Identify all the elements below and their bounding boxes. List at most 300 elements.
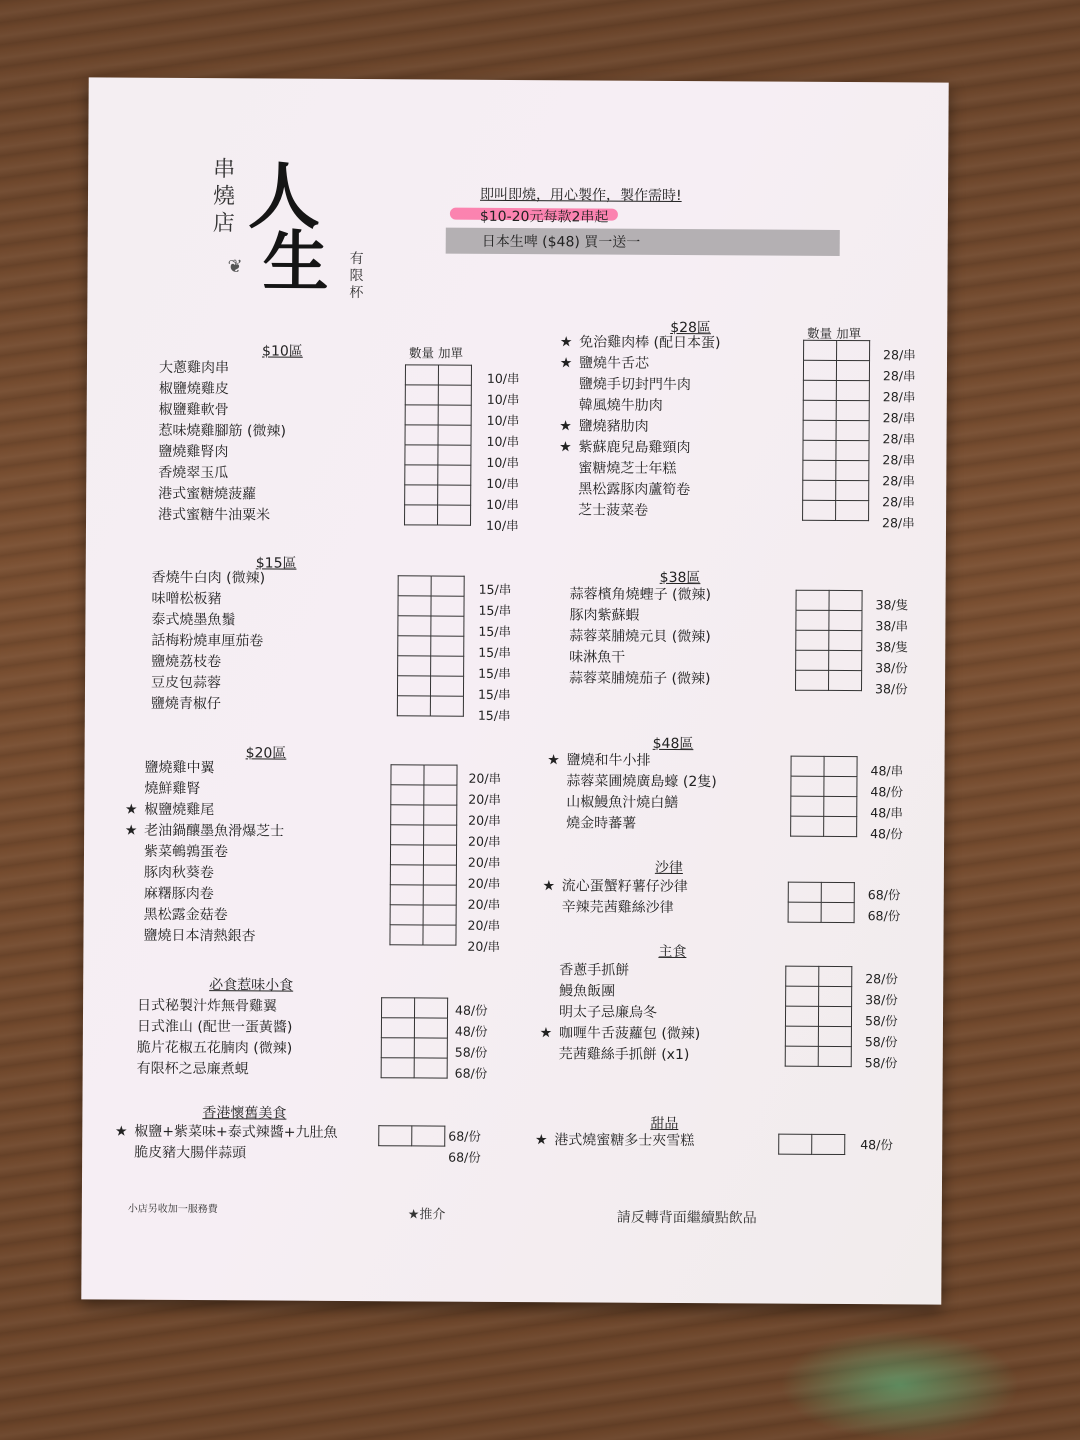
price: 48/份	[860, 1137, 893, 1153]
price: 20/串	[467, 917, 501, 933]
menu-item-name: 椒鹽燒雞尾	[144, 801, 215, 819]
menu-item	[562, 897, 688, 919]
menu-item-name: 韓風燒牛肋肉	[578, 397, 663, 414]
menu-item-name: 芫茜雞絲手抓餅 (x1)	[558, 1046, 690, 1064]
add-order-cell[interactable]	[819, 986, 852, 1006]
quantity-cell[interactable]	[390, 925, 423, 945]
price: 38/隻	[875, 597, 909, 613]
price: 48/份	[454, 1023, 488, 1039]
quantity-cell[interactable]	[381, 1018, 414, 1038]
add-order-cell[interactable]	[431, 576, 464, 596]
section-title-38: $38區	[659, 569, 701, 587]
menu-item-name: 有限杯之忌廉煮蜆	[136, 1060, 249, 1078]
menu-item	[569, 626, 711, 648]
section-title-snacks: 必食惹味小食	[209, 977, 294, 994]
menu-item	[144, 779, 284, 801]
logo-big-bottom: 生	[262, 222, 329, 301]
price: 68/份	[867, 887, 901, 903]
section-items-hk	[114, 1122, 338, 1165]
add-order-cell[interactable]	[824, 796, 857, 816]
add-order-cell[interactable]	[438, 465, 471, 485]
add-order-cell[interactable]	[414, 1018, 447, 1038]
add-order-cell[interactable]	[423, 925, 456, 945]
section-prices-10	[486, 368, 520, 536]
price: 20/串	[468, 770, 502, 786]
order-grid-15[interactable]	[397, 575, 465, 716]
menu-item-name: 鹽燒青椒仔	[150, 695, 221, 713]
add-order-cell[interactable]	[438, 365, 471, 385]
quantity-cell[interactable]	[379, 1126, 412, 1146]
quantity-cell[interactable]	[398, 656, 431, 676]
price: 15/串	[478, 581, 512, 597]
section-title-10: $10區	[262, 343, 303, 360]
quantity-cell[interactable]	[390, 865, 423, 885]
section-title-48: $48區	[652, 735, 694, 753]
add-order-cell[interactable]	[438, 425, 471, 445]
add-order-cell[interactable]	[438, 445, 471, 465]
section-items-snacks	[137, 996, 293, 1081]
quantity-cell[interactable]	[785, 1026, 818, 1046]
order-grid-main[interactable]	[785, 966, 853, 1067]
menu-item-name: 椒鹽燒雞皮	[158, 380, 229, 398]
section-prices-salad	[868, 884, 901, 926]
order-grid-hk[interactable]	[378, 1125, 445, 1146]
quantity-cell[interactable]	[796, 650, 829, 670]
menu-item-name: 黑松露金菇卷	[143, 906, 228, 924]
add-order-cell[interactable]	[824, 776, 857, 796]
section-items-15	[151, 568, 265, 716]
price: 10/串	[485, 517, 519, 534]
quantity-cell[interactable]	[785, 1046, 818, 1066]
menu-item-name: 黑松露豚肉蘆筍卷	[578, 481, 691, 499]
quantity-cell[interactable]	[803, 480, 836, 500]
price: 38/隻	[875, 639, 908, 655]
menu-item	[151, 589, 265, 611]
menu-item	[578, 500, 720, 522]
quantity-cell[interactable]	[405, 385, 438, 405]
add-order-cell[interactable]	[824, 756, 857, 776]
quantity-cell[interactable]	[803, 360, 836, 380]
price: 58/份	[864, 1034, 898, 1050]
notice-line-1: 即叫即燒，用心製作，製作需時!	[479, 186, 682, 205]
menu-item-name: 鹽燒日本清熱銀杏	[143, 927, 256, 945]
menu-item	[559, 1002, 701, 1024]
price: 20/串	[468, 791, 502, 807]
menu-item	[159, 421, 287, 443]
section-title-20: $20區	[245, 745, 287, 762]
add-order-cell[interactable]	[824, 816, 857, 836]
service-charge-note: 小店另收加一服務費	[127, 1203, 218, 1216]
menu-item-name: 蒜蓉菜圃燒廣島蠔 (2隻)	[566, 773, 717, 791]
menu-item	[559, 416, 721, 438]
menu-item-name: 椒鹽+紫菜味+泰式辣醬+九肚魚	[134, 1123, 338, 1141]
quantity-cell[interactable]	[796, 590, 829, 610]
logo-side-text: 串燒店	[212, 157, 236, 237]
menu-item	[151, 631, 265, 653]
menu-item	[159, 358, 287, 380]
menu-item	[569, 668, 711, 690]
section-title-hk: 香港懷舊美食	[202, 1105, 287, 1122]
quantity-cell[interactable]	[391, 765, 424, 785]
table-light-reflection	[780, 1330, 1020, 1440]
quantity-cell[interactable]	[405, 425, 438, 445]
menu-item-name: 麻糬豚肉卷	[143, 885, 214, 903]
add-order-cell[interactable]	[821, 902, 854, 922]
menu-item	[137, 1038, 293, 1060]
menu-item	[151, 694, 265, 716]
price: 10/串	[486, 454, 520, 471]
section-title-15: $15區	[255, 555, 297, 572]
order-grid-28[interactable]	[802, 340, 870, 521]
star-icon: ★	[559, 418, 572, 435]
menu-item-name: 鹽燒牛舌芯	[578, 355, 650, 372]
price: 28/串	[882, 494, 915, 510]
menu-item-name: 蜜糖燒芝士年糕	[578, 460, 677, 477]
quantity-cell[interactable]	[381, 1058, 414, 1078]
price: 38/份	[874, 681, 908, 697]
order-grid-10[interactable]	[404, 364, 472, 525]
price: 28/串	[882, 389, 916, 405]
price: 20/串	[467, 854, 501, 870]
section-items-10	[158, 358, 286, 527]
add-order-cell[interactable]	[423, 865, 456, 885]
quantity-cell[interactable]	[390, 885, 423, 905]
menu-item	[144, 905, 284, 927]
menu-item	[578, 458, 720, 480]
quantity-cell[interactable]	[791, 756, 824, 776]
menu-item	[559, 437, 720, 459]
add-order-cell[interactable]	[818, 1046, 851, 1066]
menu-item	[158, 463, 286, 485]
star-icon: ★	[114, 1123, 128, 1140]
add-order-cell[interactable]	[829, 670, 862, 690]
price: 20/串	[468, 833, 501, 849]
star-icon: ★	[124, 822, 138, 839]
price: 15/串	[478, 602, 512, 618]
add-order-cell[interactable]	[438, 485, 471, 505]
section-prices-dessert	[860, 1134, 893, 1155]
quantity-cell[interactable]	[786, 986, 819, 1006]
quantity-cell[interactable]	[791, 796, 824, 816]
quantity-cell[interactable]	[796, 610, 829, 630]
quantity-cell[interactable]	[791, 776, 824, 796]
add-order-cell[interactable]	[836, 460, 869, 480]
add-order-cell[interactable]	[412, 1126, 445, 1146]
price: 28/串	[882, 452, 916, 468]
menu-item-name: 流心蛋蟹籽薯仔沙律	[561, 878, 688, 896]
quantity-cell[interactable]	[405, 465, 438, 485]
section-items-20	[124, 758, 285, 948]
quantity-cell[interactable]	[785, 1006, 818, 1026]
quantity-cell[interactable]	[803, 460, 836, 480]
menu-item-name: 芝士菠菜卷	[578, 502, 649, 519]
menu-item	[144, 884, 284, 906]
add-order-cell[interactable]	[438, 385, 471, 405]
order-grid-38[interactable]	[795, 590, 863, 691]
menu-item-name: 鹽燒雞中翼	[144, 759, 215, 777]
menu-item-name: 鹽燒荔枝卷	[151, 653, 222, 671]
menu-item-name: 紫菜鵪鶉蛋卷	[143, 843, 229, 861]
order-grid-salad[interactable]	[788, 882, 855, 923]
quantity-cell[interactable]	[405, 485, 438, 505]
section-title-main: 主食	[658, 943, 687, 961]
quantity-cell[interactable]	[791, 816, 824, 836]
quantity-cell[interactable]	[405, 505, 438, 525]
menu-item	[144, 758, 284, 780]
add-order-cell[interactable]	[829, 590, 862, 610]
quantity-cell[interactable]	[398, 636, 431, 656]
section-prices-hk	[448, 1126, 481, 1168]
quantity-cell[interactable]	[398, 596, 431, 616]
add-order-cell[interactable]	[836, 360, 869, 380]
menu-item-name: 話梅粉燒車厘茄卷	[151, 632, 264, 650]
add-order-cell[interactable]	[836, 500, 869, 520]
menu-item-name: 辛辣芫茜雞絲沙律	[561, 899, 674, 916]
price: 28/份	[865, 971, 898, 987]
add-order-cell[interactable]	[424, 785, 457, 805]
add-order-cell[interactable]	[423, 885, 456, 905]
butterfly-icon: ❦	[227, 256, 243, 278]
menu-item-name: 味淋魚干	[569, 649, 626, 666]
price: 48/串	[870, 763, 904, 779]
price: 15/串	[477, 707, 511, 723]
menu-item-name: 香燒翠玉瓜	[158, 464, 229, 482]
price: 10/串	[486, 370, 520, 387]
section-prices-main	[865, 968, 898, 1073]
section-items-48	[547, 750, 717, 835]
menu-item-name: 脆片花椒五花腩肉 (微辣)	[136, 1039, 293, 1057]
menu-item-name: 蒜蓉菜脯燒元貝 (微辣)	[569, 628, 711, 646]
menu-item	[159, 379, 287, 401]
quantity-cell[interactable]	[391, 805, 424, 825]
section-title-salad: 沙律	[654, 859, 683, 877]
add-order-cell[interactable]	[431, 596, 464, 616]
quantity-cell[interactable]	[788, 882, 821, 902]
add-order-cell[interactable]	[818, 1006, 851, 1026]
menu-item	[579, 395, 721, 417]
quantity-cell[interactable]	[382, 998, 415, 1018]
menu-item-name: 豚肉紫蘇蝦	[569, 607, 640, 624]
add-order-cell[interactable]	[836, 440, 869, 460]
price: 28/串	[883, 347, 916, 363]
section-items-38	[569, 584, 711, 690]
menu-item-name: 燒鮮雞腎	[144, 780, 201, 798]
menu-sheet	[81, 77, 948, 1304]
notice-line-2: $10-20元每款2串起	[479, 208, 609, 226]
section-items-dessert	[534, 1130, 695, 1152]
menu-item	[569, 647, 711, 669]
menu-item-name: 日式秘製汁炸無骨雞翼	[137, 997, 278, 1015]
menu-item	[124, 800, 284, 822]
price: 10/串	[486, 391, 520, 408]
menu-item-name: 椒鹽雞軟骨	[158, 401, 229, 419]
quantity-cell[interactable]	[397, 696, 430, 716]
price: 15/串	[478, 623, 512, 639]
price: 28/串	[882, 473, 915, 489]
quantity-cell[interactable]	[779, 1134, 812, 1154]
section-items-main	[539, 960, 701, 1066]
add-order-cell[interactable]	[821, 882, 854, 902]
quantity-cell[interactable]	[391, 785, 424, 805]
add-order-cell[interactable]	[836, 420, 869, 440]
price: 58/份	[864, 1055, 898, 1071]
menu-item-name: 港式蜜糖燒菠蘿	[158, 485, 257, 503]
quantity-cell[interactable]	[391, 825, 424, 845]
menu-item	[570, 584, 712, 606]
menu-item	[114, 1122, 338, 1144]
menu-item-name: 老油鍋釀墨魚滑爆芝士	[144, 822, 285, 840]
notice-line-3: 日本生啤 ($48) 買一送一	[481, 233, 641, 251]
add-order-cell[interactable]	[438, 405, 471, 425]
price: 20/串	[467, 896, 501, 912]
price: 58/份	[864, 1013, 898, 1029]
quantity-cell[interactable]	[786, 966, 819, 986]
star-icon: ★	[559, 439, 572, 456]
menu-item	[143, 926, 283, 948]
add-order-cell[interactable]	[423, 845, 456, 865]
add-order-cell[interactable]	[430, 696, 463, 716]
menu-item	[566, 771, 716, 793]
menu-item	[134, 1143, 337, 1165]
menu-item	[137, 996, 293, 1018]
menu-item-name: 鹽燒豬肋肉	[578, 418, 649, 435]
price: 68/份	[454, 1065, 488, 1081]
order-grid-dessert[interactable]	[778, 1134, 845, 1155]
add-order-cell[interactable]	[819, 966, 852, 986]
add-order-cell[interactable]	[837, 340, 870, 360]
menu-item-name: 明太子忌廉烏冬	[558, 1004, 658, 1021]
price: 15/串	[478, 665, 511, 681]
quantity-cell[interactable]	[381, 1038, 414, 1058]
quantity-cell[interactable]	[398, 616, 431, 636]
menu-item	[151, 652, 265, 674]
menu-item-name: 港式燒蜜糖多士夾雪糕	[554, 1132, 695, 1150]
add-order-cell[interactable]	[415, 998, 448, 1018]
price: 10/串	[486, 433, 520, 450]
menu-item	[158, 484, 286, 506]
add-order-cell[interactable]	[818, 1026, 851, 1046]
quantity-cell[interactable]	[803, 400, 836, 420]
menu-item	[579, 374, 721, 396]
price: 28/串	[882, 410, 916, 426]
quantity-cell[interactable]	[397, 676, 430, 696]
add-order-cell[interactable]	[431, 636, 464, 656]
menu-item-name: 鹽燒手切封門牛肉	[578, 376, 691, 394]
price: 10/串	[486, 412, 520, 429]
menu-item-name: 免治雞肉棒 (配日本蛋)	[579, 334, 721, 352]
add-order-cell[interactable]	[431, 616, 464, 636]
menu-item-name: 脆皮豬大腸伴蒜頭	[134, 1144, 247, 1162]
price: 28/串	[882, 368, 916, 384]
menu-item	[137, 1017, 293, 1039]
star-icon: ★	[534, 1132, 548, 1149]
quantity-cell[interactable]	[803, 420, 836, 440]
order-grid-20[interactable]	[389, 764, 457, 945]
price: 20/串	[468, 812, 501, 828]
quantity-cell[interactable]	[804, 340, 837, 360]
menu-item	[159, 400, 287, 422]
quantity-cell[interactable]	[788, 902, 821, 922]
add-order-cell[interactable]	[414, 1038, 447, 1058]
order-grid-48[interactable]	[790, 756, 857, 837]
star-icon: ★	[542, 878, 556, 895]
add-order-cell[interactable]	[836, 480, 869, 500]
quantity-cell[interactable]	[796, 670, 829, 690]
add-order-cell[interactable]	[424, 765, 457, 785]
add-order-cell[interactable]	[438, 505, 471, 525]
quantity-cell[interactable]	[398, 576, 431, 596]
quantity-cell[interactable]	[390, 905, 423, 925]
quantity-cell[interactable]	[390, 845, 423, 865]
section-prices-28	[882, 344, 916, 533]
add-order-cell[interactable]	[829, 610, 862, 630]
column-heading-right: 數量 加單	[807, 325, 862, 342]
menu-item-name: 香蔥手抓餅	[559, 962, 630, 979]
menu-item	[124, 821, 285, 843]
add-order-cell[interactable]	[829, 650, 862, 670]
menu-item	[566, 813, 716, 835]
menu-item-name: 鹽燒和牛小排	[566, 752, 651, 769]
add-order-cell[interactable]	[414, 1058, 447, 1078]
add-order-cell[interactable]	[829, 630, 862, 650]
section-prices-38	[875, 594, 908, 699]
menu-item-name: 大蔥雞肉串	[158, 359, 230, 377]
menu-item-name: 味噌松板豬	[151, 590, 222, 608]
section-title-28: $28區	[670, 319, 712, 337]
star-icon: ★	[559, 334, 573, 351]
drinks-note: 請反轉背面繼續點飲品	[616, 1209, 757, 1227]
menu-item	[158, 442, 286, 464]
menu-item	[559, 960, 701, 982]
menu-item	[151, 610, 265, 632]
price: 28/串	[882, 431, 916, 447]
add-order-cell[interactable]	[430, 676, 463, 696]
quantity-cell[interactable]	[803, 440, 836, 460]
section-prices-15	[478, 579, 512, 726]
add-order-cell[interactable]	[812, 1134, 845, 1154]
menu-item-name: 日式淮山 (配世一蛋黃醬)	[136, 1018, 293, 1036]
section-prices-48	[870, 760, 903, 844]
add-order-cell[interactable]	[836, 400, 869, 420]
quantity-cell[interactable]	[405, 445, 438, 465]
star-legend: ★推介	[407, 1207, 446, 1223]
add-order-cell[interactable]	[424, 825, 457, 845]
menu-item-name: 蒜蓉檳角燒蟶子 (微辣)	[569, 586, 712, 604]
menu-item-name: 鹽燒雞腎肉	[158, 443, 229, 461]
menu-item	[152, 568, 266, 590]
add-order-cell[interactable]	[423, 905, 456, 925]
quantity-cell[interactable]	[803, 500, 836, 520]
logo-small-text: 有限杯	[349, 250, 364, 302]
order-grid-snacks[interactable]	[381, 997, 448, 1078]
quantity-cell[interactable]	[796, 630, 829, 650]
menu-item-name: 豆皮包蒜蓉	[150, 674, 222, 692]
add-order-cell[interactable]	[424, 805, 457, 825]
section-prices-20	[467, 768, 501, 957]
quantity-cell[interactable]	[803, 380, 836, 400]
add-order-cell[interactable]	[431, 656, 464, 676]
price: 68/份	[867, 908, 901, 924]
section-items-28	[559, 332, 721, 522]
quantity-cell[interactable]	[405, 365, 438, 385]
price: 48/份	[870, 826, 903, 842]
menu-item	[547, 750, 717, 772]
quantity-cell[interactable]	[405, 405, 438, 425]
menu-item	[158, 505, 286, 527]
star-icon: ★	[547, 752, 560, 769]
menu-item-name: 惹味燒雞腳筋 (微辣)	[158, 422, 287, 440]
add-order-cell[interactable]	[836, 380, 869, 400]
